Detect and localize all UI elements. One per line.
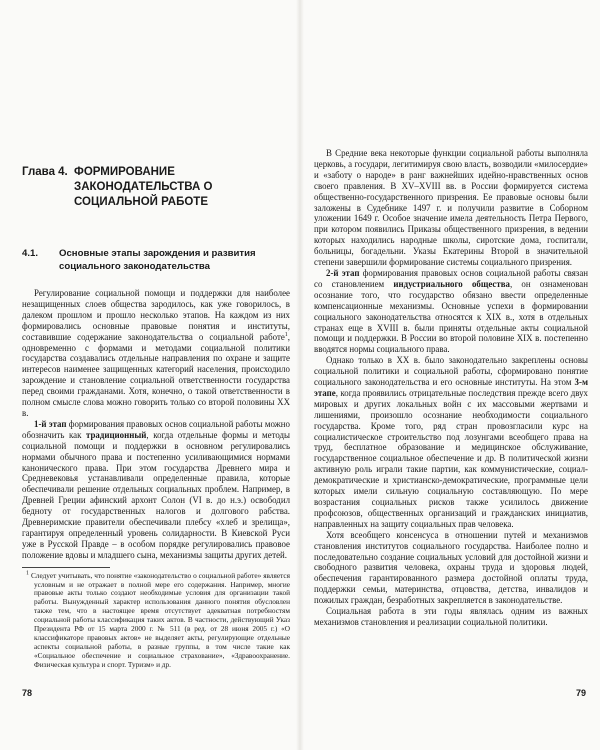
- paragraph-text: формирования правовых основ социальной работы можно обозначить как: [22, 418, 290, 440]
- paragraph-text: Социальная работа в эти годы являлась одним из важных механизмов становления и реализации социальной политики.: [314, 606, 588, 627]
- footnote-divider: [22, 567, 110, 568]
- paragraph: [314, 355, 588, 530]
- footnote-text: Следует учитывать, что понятие «законодательство о социальной работе» является условным и не отражает в полной мере его содержания. Например, многие правовые акты только создают необходимые условия для организации такой работы. Вынужденный характер использования данного понятия обусловлен также тем, что в настоящее время отсутствует адекватная потребностям социальной работы классификация таких актов. В частности, действующий Указ Президента РФ от 15 марта 2000 г. № 511 (в ред. от 28 июня 2005 г.) «О классификаторе правовых актов» не выделяет акты, регулирующие отдельные аспекты социальной работы, в разные группы, в том числе такие как «Социальное обеспечение и социальное страхование», «Здравоохранение. Физическая культура и спорт. Туризм» и др.: [30, 570, 291, 669]
- paragraph-text: В Средние века некоторые функции социальной работы выполняла церковь, а государи, легитимируя свою власть, возводили «милосердие» и «заботу о народе» в ранг важнейших идейно-нравственных основ своего правления. В XV–XVIII вв. в России формируется система общественно-государственного призрения. Ее правовые основы были заложены в Судебнике 1497 г. и получили развитие в Соборном уложении 1649 г. Особое значение имела деятельность Петра Первого, при котором появились Приказы общественного призрения, в ведении которых находились народные школы, сиротские дома, госпитали, больницы, богадельни. Указы Екатерины Второй в значительной степени завершили формирование системы социального призрения.: [314, 148, 588, 268]
- paragraph-text: Однако только в XX в. было законодательно закреплены основы социальной политики и социальной работы, сформировано понятие социального законодательства и его основные институты. На этом: [314, 355, 588, 388]
- emphasized-term: индустриального общества: [393, 278, 510, 289]
- paragraph: [314, 268, 588, 355]
- section-number: 4.1.: [22, 248, 39, 259]
- emphasized-term: традиционный: [86, 429, 147, 440]
- chapter-number: Глава 4.: [22, 166, 68, 178]
- right-page: [300, 0, 600, 750]
- paragraph: [22, 288, 290, 419]
- paragraph-text: , одновременно с формами и методами социальной политики государства создавались отдельные направления по охране и защите интересов наименее защищенных категорий населения, происходило зарождение и становление социальной ответственности государства перед своими гражданами. Хотя, конечно, о такой ответственности в полном смысле слова можно говорить только со второй половины XX в.: [22, 331, 290, 418]
- paragraph: [314, 148, 588, 268]
- section-title: Основные этапы зарождения и развития социального законодательства: [59, 248, 256, 272]
- paragraph-text: формирования правовых основ социальной работы связан со становлением: [314, 267, 589, 289]
- stage-label: 2-й этап: [326, 267, 360, 278]
- paragraph-text: Регулирование социальной помощи и поддержки для наиболее незащищенных слоев общества зародилось, как уже говорилось, в далеком прошлом и прошло несколько этапов. На каждом из них формировались основные правовые понятия и институты, составившие содержание законодательства о социальной работе: [22, 288, 290, 342]
- stage-label: 1-й этап: [34, 418, 67, 429]
- paragraph-text: , он ознаменован осознание того, что государство обязано ввести определенные компенсационные механизмы. Основные успехи в формировании социального законодательства относятся к XIX в., хотя в отдельных странах еще в XVIII в. были приняты отдельные акты социальной помощи и поддержки. В России во второй половине XIX в. постепенно вводятся нормы социального права.: [314, 278, 588, 355]
- paragraph-text: , когда отдельные формы и методы социальной помощи и поддержки в основном регулировались нормами обычного права и постепенно усиливающимися нормами канонического права. При этом государства Древнего мира и Средневековья устанавливали определенные правила, которые обеспечивали решение отдельных социальных проблем. Например, в Древней Греции афинский архонт Солон (VI в. до н.э.) освободил бедноту от государственных налогов и долгового рабства. Древнеримские правители обеспечивали плебсу «хлеб и зрелища», гарантируя определенный уровень солидарности. В Киевской Руси уже в Русской Правде – в особом порядке регулировались правовое положение вдовы и младшего сына, механизмы защиты других детей.: [22, 429, 290, 560]
- footnote: [22, 572, 290, 670]
- page-number-left: 78: [22, 688, 33, 698]
- chapter-heading: [22, 165, 290, 210]
- paragraph: [314, 606, 588, 628]
- paragraph-text: Хотя всеобщего консенсуса в отношении путей и механизмов становления институтов социального государства. Наиболее полно и последовательно создание социальных условий для достойной жизни и свободного развития человека, охраны труда и здоровья людей, обеспечения гарантированного размера достойной оплаты труда, поддержки семьи, материнства, отцовства, детства, инвалидов и пожилых граждан, безработных закрепляется в законодательстве.: [314, 529, 588, 606]
- footnote-reference: 1: [284, 331, 288, 338]
- paragraph: [314, 530, 588, 606]
- paragraph-text: , когда проявились отрицательные последствия прежде всего двух мировых и других локальных войн с их массовыми жертвами и лишениями, произошло осознание необходимости социального государства. Кроме того, ряд стран провозгласили курс на социалистическое строительство под лозунгами всеобщего права на труд, бесплатное образование и медицинское обслуживание, государственное социальное обеспечение и др. В политической жизни активную роль играли такие партии, как коммунистические, социал-демократические и христианско-демократические, программные цели которых имели сильную социальную составляющую. По мере возрастания социальных рисков также усилилось движение профсоюзов, общественных организаций и гражданских инициатив, направленных на защиту социальных прав человека.: [314, 387, 588, 529]
- footnote-mark: 1: [26, 570, 29, 577]
- stage-label: 3-м этапе: [314, 377, 588, 398]
- page-number-right: 79: [575, 688, 586, 698]
- section-heading: [22, 248, 290, 273]
- chapter-title: ФОРМИРОВАНИЕ ЗАКОНОДАТЕЛЬСТВА О СОЦИАЛЬНОЙ РАБОТЕ: [74, 166, 213, 208]
- paragraph: [22, 419, 290, 561]
